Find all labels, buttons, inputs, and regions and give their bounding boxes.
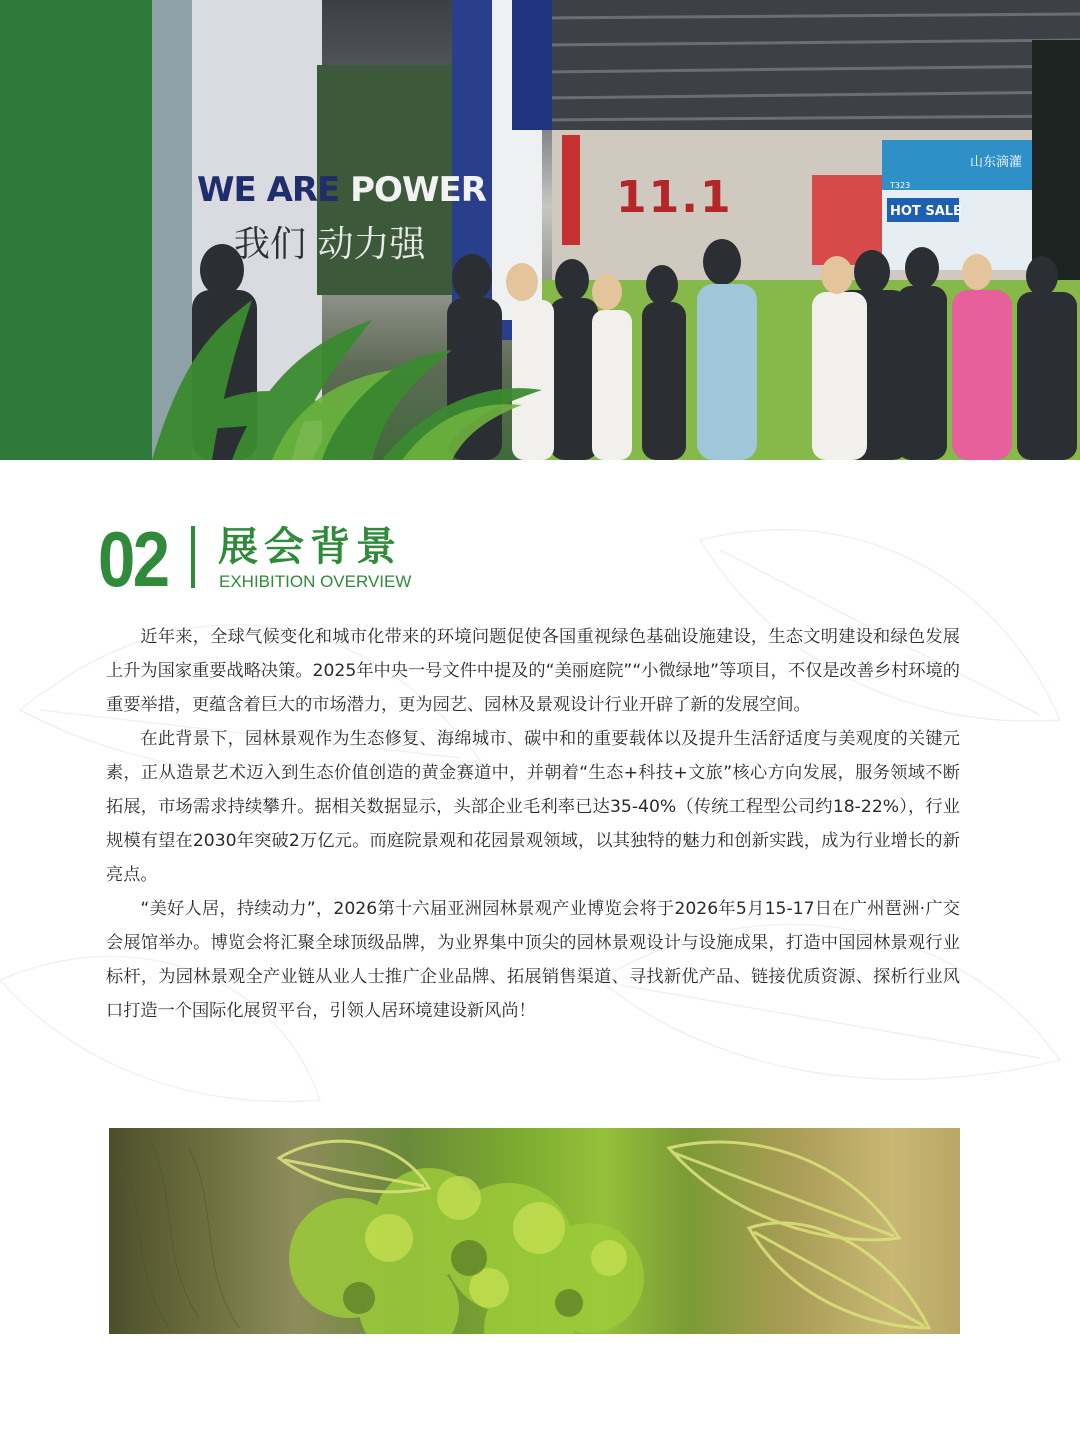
section-number: 02 — [98, 515, 168, 603]
hall-number-sign: 11.1 — [616, 172, 733, 223]
paragraph: “美好人居，持续动力”，2026第十六届亚洲园林景观产业博览会将于2026年5月15-17日在广州琶洲·广交会展馆举办。博览会将汇聚全球顶级品牌，为业界集中顶尖的园林景观设计与设施成果，打造中国园林景观行业标杆，为园林景观全产业链从业人士推广企业品牌、拓展销售渠道、寻找新优产品、链接优质资源、探析行业风口打造一个国际化展贸平台，引领人居环境建设新风尚！ — [106, 899, 960, 1021]
section-title-cn: 展会背景 — [218, 524, 402, 570]
booth-slogan-cn: 我们 动力强 — [234, 224, 426, 265]
paragraph: 在此背景下，园林景观作为生态修复、海绵城市、碳中和的重要载体以及提升生活舒适度与美观度的关键元素，正从造景艺术迈入到生态价值创造的黄金赛道中，并朝着“生态+科技+文旅”核心方向发展，服务领域不断拓展，市场需求持续攀升。据相关数据显示，头部企业毛利率已达35-40%（传统工程型公司约18-22%），行业规模有望在2030年突破2万亿元。而庭院景观和花园景观领域，以其独特的魅力和创新实践，成为行业增长的新亮点。 — [106, 729, 960, 885]
side-green-band — [0, 0, 152, 460]
section-divider — [191, 526, 195, 588]
paragraph: 近年来，全球气候变化和城市化带来的环境问题促使各国重视绿色基础设施建设，生态文明建设和绿色发展上升为国家重要战略决策。2025年中央一号文件中提及的“美丽庭院”“小微绿地”等项目，不仅是改善乡村环境的重要举措，更蕴含着巨大的市场潜力，更为园艺、园林及景观设计行业开辟了新的发展空间。 — [106, 627, 960, 715]
booth-code: T323 — [890, 181, 911, 190]
overview-body — [106, 620, 960, 1028]
garden-display-photo — [109, 1128, 960, 1334]
region-sign: 山东滴灌 — [970, 155, 1023, 170]
exhibition-hall-photo — [152, 0, 1080, 460]
booth-slogan-en: WE ARE POWER — [197, 170, 486, 210]
section-title-en: EXHIBITION OVERVIEW — [219, 572, 412, 591]
hot-sale-sign: HOT SALE — [890, 204, 962, 219]
